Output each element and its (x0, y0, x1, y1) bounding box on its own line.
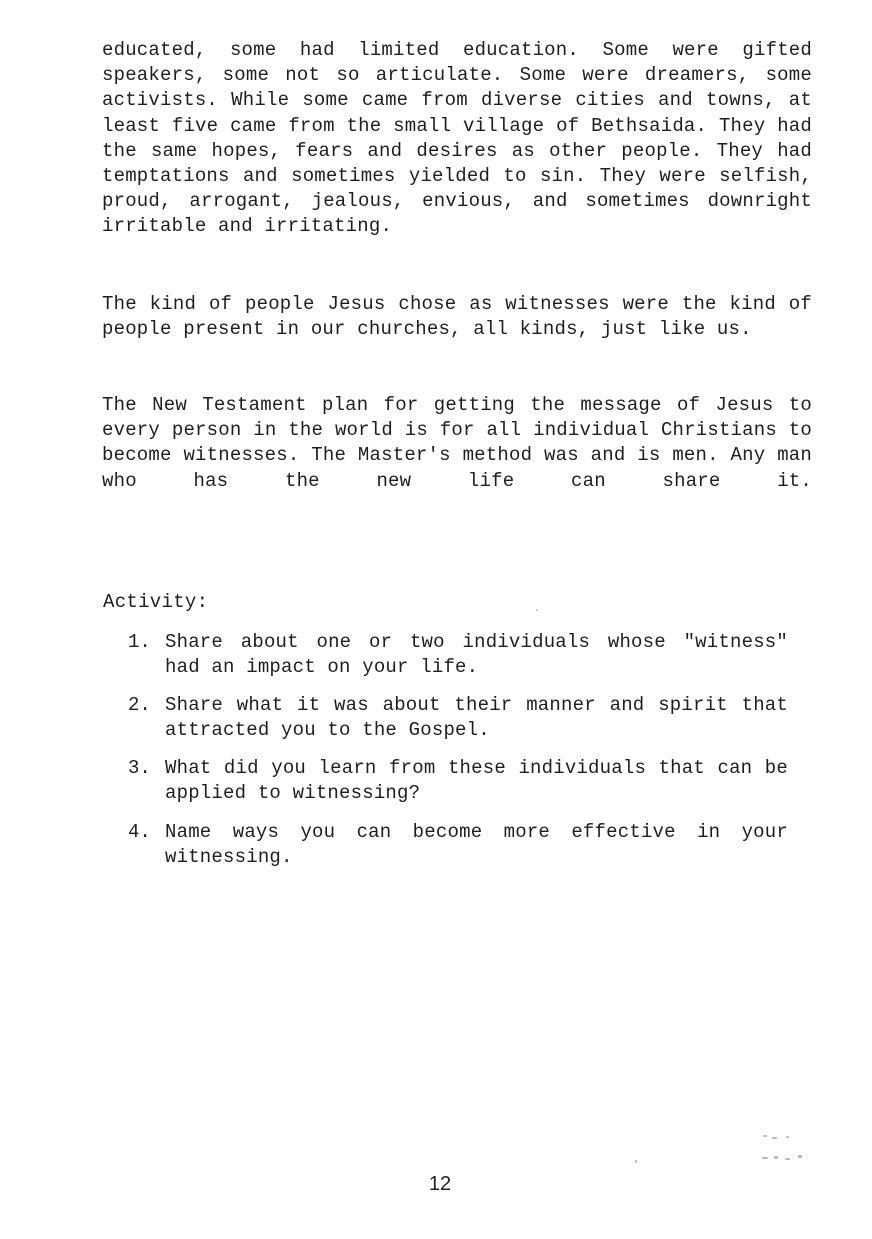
body-paragraph-2: The kind of people Jesus chose as witnesses were the kind of people present in our churches, all kinds, just like us. (102, 293, 812, 341)
scan-speck (762, 1157, 768, 1159)
activity-item (128, 756, 788, 805)
body-paragraph-3: The New Testament plan for getting the message of Jesus to every person in the world is for all individual Christians to become witnesses. The Master's method was and is men. Any man who has the new life can share it. (102, 394, 812, 492)
body-paragraph-1: educated, some had limited education. Some were gifted speakers, some not so articulate. Some were dreamers, some activists. While some came from diverse cities and towns, at least five came from the small village of Bethsaida. They had the same hopes, fears and desires as other people. They had temptations and sometimes yielded to sin. They were selfish, proud, arrogant, jealous, envious, and sometimes downright irritable and irritating. (102, 39, 812, 238)
scan-speck (763, 1135, 767, 1137)
activity-item-number: 2. (128, 694, 151, 716)
activity-item-text: Share about one or two individuals whose "witness" had an impact on your life. (165, 631, 788, 678)
activity-item-text: Name ways you can become more effective in your witnessing. (165, 821, 788, 868)
scan-speck (785, 1158, 790, 1160)
activity-item (128, 693, 788, 742)
scan-speck (772, 1137, 777, 1139)
scan-speck (786, 1136, 789, 1138)
scan-speck (635, 1160, 637, 1163)
activity-item-number: 3. (128, 757, 151, 779)
activity-item (128, 630, 788, 679)
page-number: 12 (428, 1173, 452, 1195)
activity-heading: Activity: (103, 591, 209, 613)
activity-item (128, 820, 788, 869)
scan-speck (774, 1156, 778, 1159)
scan-speck (536, 609, 538, 611)
activity-item-number: 1. (128, 631, 151, 653)
activity-item-text: What did you learn from these individuals that can be applied to witnessing? (165, 757, 788, 804)
scan-speck (798, 1155, 802, 1158)
activity-item-text: Share what it was about their manner and spirit that attracted you to the Gospel. (165, 694, 788, 741)
activity-item-number: 4. (128, 821, 151, 843)
